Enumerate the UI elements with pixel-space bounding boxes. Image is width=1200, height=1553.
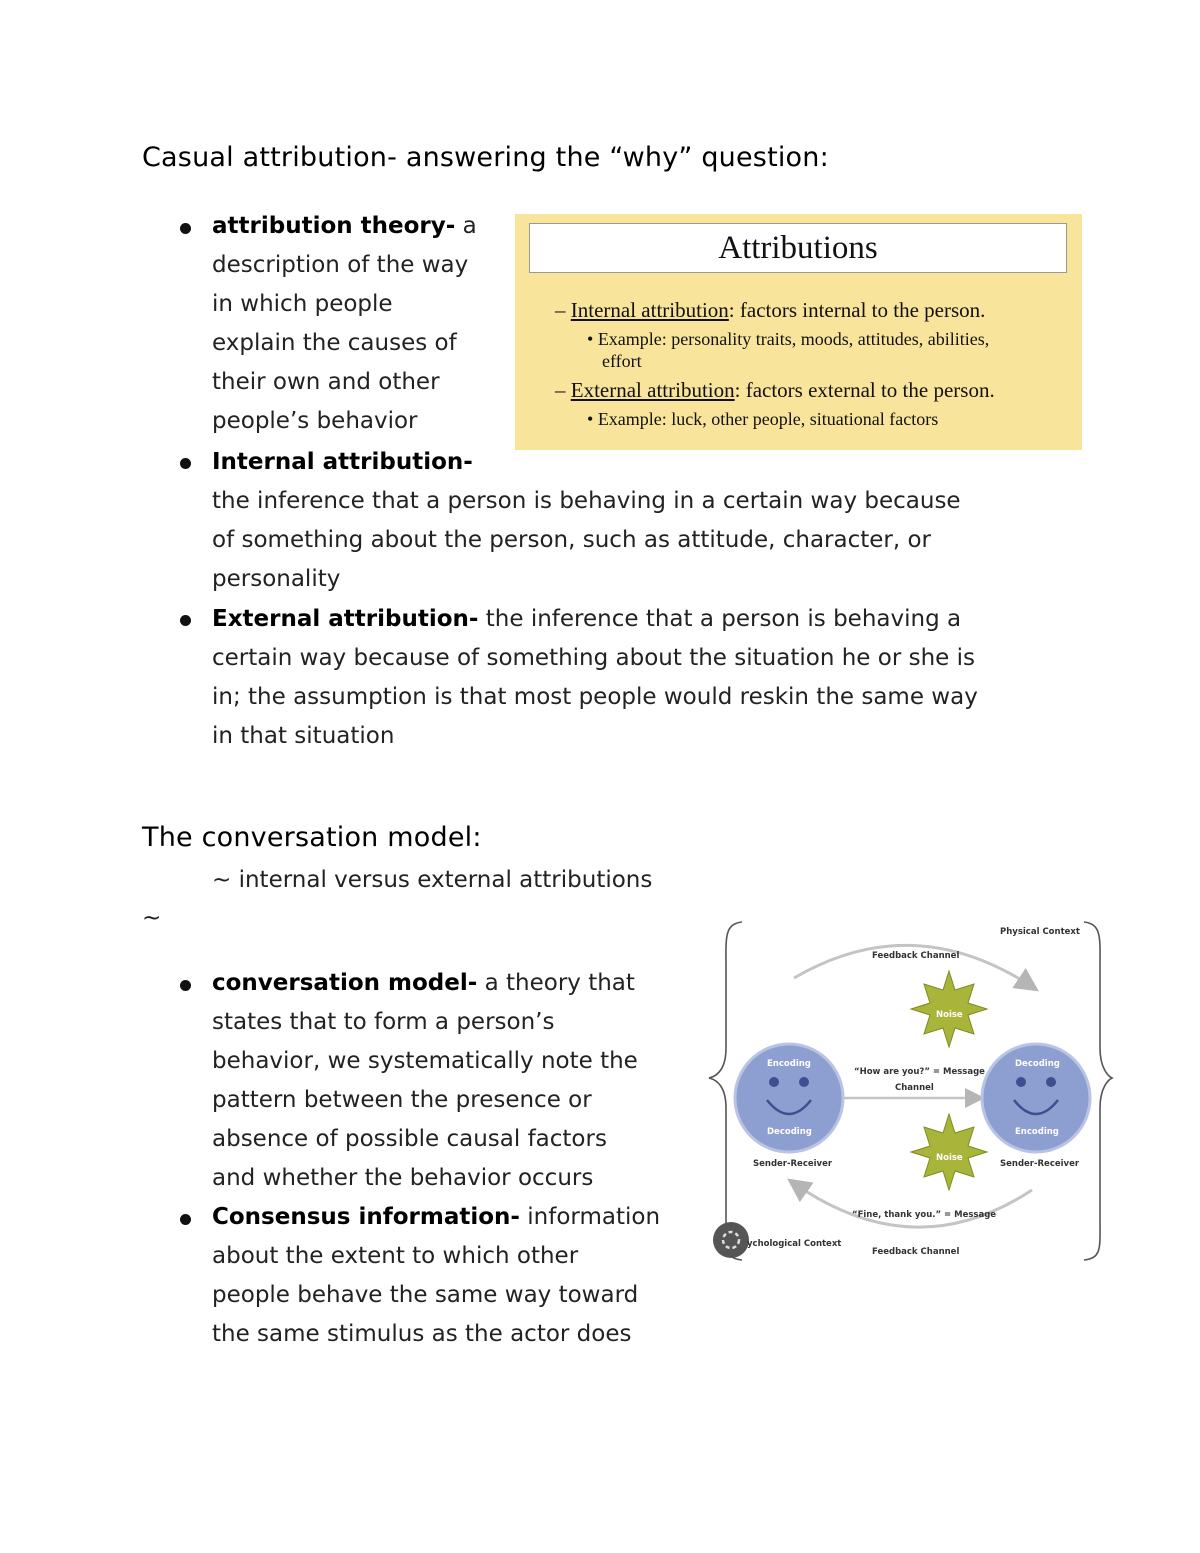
communication-model-diagram: [704, 918, 1114, 1264]
definition-line: the inference that a person is behaving in a certain way because: [212, 488, 961, 514]
noise-bottom-label: Noise: [936, 1153, 963, 1163]
tilde-mark: ~: [142, 905, 162, 931]
definition-line: personality: [212, 566, 341, 592]
right-decoding-label: Decoding: [1015, 1059, 1060, 1069]
bullet-dot: [180, 980, 191, 991]
noise-top-label: Noise: [936, 1010, 963, 1020]
definition-line: a theory that: [477, 970, 635, 996]
term-attribution-theory: attribution theory-: [212, 213, 456, 239]
sub-bullet: •: [587, 409, 594, 429]
external-term: External attribution: [570, 378, 735, 402]
slide-title-box: [529, 223, 1067, 273]
definition-line: in which people: [212, 291, 393, 317]
internal-example-text: Example: personality traits, moods, attitudes, abilities,: [597, 329, 990, 349]
bullet-dot: [180, 1214, 191, 1225]
definition-line: in that situation: [212, 723, 395, 749]
noise-star-bottom: [911, 1114, 987, 1190]
definition-line: people behave the same way toward: [212, 1282, 639, 1308]
internal-rest: : factors internal to the person.: [728, 298, 986, 322]
definition-line: pattern between the presence or: [212, 1087, 592, 1113]
definition-line: about the extent to which other: [212, 1243, 579, 1269]
definition-line: absence of possible causal factors: [212, 1126, 607, 1152]
term-conversation-model: conversation model-: [212, 970, 478, 996]
bullet-dot: [180, 458, 191, 469]
left-encoding-label: Encoding: [767, 1059, 811, 1069]
definition-line: description of the way: [212, 252, 469, 278]
slide-internal-example-cont: effort: [602, 351, 642, 371]
message-top-label: “How are you?” = Message: [854, 1067, 985, 1077]
external-example-text: Example: luck, other people, situational factors: [597, 409, 939, 429]
feedback-channel-bottom-label: Feedback Channel: [872, 1247, 960, 1257]
slide-title: Attributions: [718, 230, 878, 266]
dash: –: [555, 378, 566, 402]
section-heading-conversation-model: The conversation model:: [142, 822, 482, 853]
sub-bullet: •: [587, 329, 594, 349]
definition-line: a: [455, 213, 477, 239]
definition-line: of something about the person, such as attitude, character, or: [212, 527, 932, 553]
sender-receiver-right-label: Sender-Receiver: [1000, 1159, 1080, 1169]
message-bottom-label: “Fine, thank you.” = Message: [852, 1210, 997, 1220]
slide-external-example: [587, 409, 938, 430]
slide-internal-attribution: [555, 298, 985, 323]
term-internal-attribution: Internal attribution-: [212, 449, 473, 475]
slide-internal-example: [587, 329, 989, 350]
noise-star-top: [911, 971, 987, 1047]
definition-line: people’s behavior: [212, 408, 418, 434]
definition-line: explain the causes of: [212, 330, 457, 356]
left-decoding-label: Decoding: [767, 1127, 812, 1137]
definition-line: states that to form a person’s: [212, 1009, 555, 1035]
definition-line: their own and other: [212, 369, 440, 395]
bullet-internal-attribution: [212, 443, 961, 599]
internal-term: Internal attribution: [570, 298, 729, 322]
bullet-external-attribution: [212, 600, 978, 756]
term-external-attribution: External attribution-: [212, 606, 479, 632]
slide-external-attribution: [555, 378, 995, 403]
term-consensus-information: Consensus information-: [212, 1204, 520, 1230]
channel-label: Channel: [895, 1083, 934, 1093]
sender-receiver-left-label: Sender-Receiver: [753, 1159, 833, 1169]
definition-line: in; the assumption is that most people would reskin the same way: [212, 684, 978, 710]
physical-context-label: Physical Context: [1000, 927, 1080, 937]
right-encoding-label: Encoding: [1015, 1127, 1059, 1137]
definition-line: and whether the behavior occurs: [212, 1165, 594, 1191]
definition-line: the same stimulus as the actor does: [212, 1321, 632, 1347]
definition-line: the inference that a person is behaving a: [478, 606, 962, 632]
loading-spinner-icon: [713, 1222, 749, 1258]
feedback-arc-bottom: [792, 1182, 1032, 1227]
definition-line: information: [519, 1204, 661, 1230]
psychological-context-label: ychological Context: [747, 1239, 842, 1249]
external-rest: : factors external to the person.: [734, 378, 995, 402]
bullet-attribution-theory: [212, 207, 477, 441]
bullet-conversation-model: [212, 964, 638, 1198]
definition-line: behavior, we systematically note the: [212, 1048, 638, 1074]
section-heading-causal-attribution: Casual attribution- answering the “why” question:: [142, 142, 829, 173]
bullet-dot: [180, 223, 191, 234]
attributions-slide-image: [515, 214, 1082, 450]
dash: –: [555, 298, 566, 322]
bullet-consensus-information: [212, 1198, 660, 1354]
bullet-dot: [180, 615, 191, 626]
feedback-channel-top-label: Feedback Channel: [872, 951, 960, 961]
definition-line: certain way because of something about the situation he or she is: [212, 645, 975, 671]
section-subtitle: ~ internal versus external attributions: [212, 867, 653, 893]
